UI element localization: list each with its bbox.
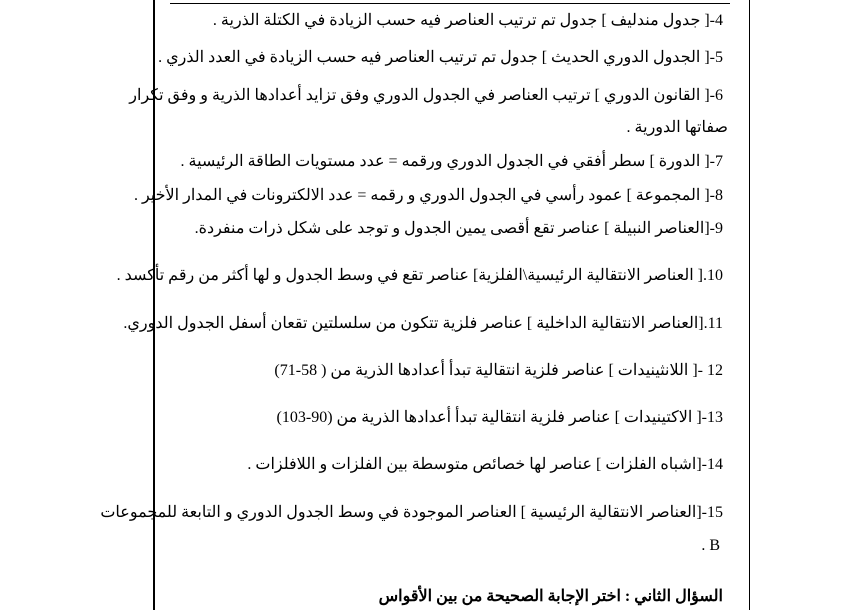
definition-7: 7-[ الدورة ] سطر أفقي في الجدول الدوري ورقمه = عدد مستويات الطاقة الرئيسية . <box>180 153 723 170</box>
second-question-title: السؤال الثاني : اختر الإجابة الصحيحة من بين الأقواس <box>378 588 723 605</box>
definition-6: 6-[ القانون الدوري ] ترتيب العناصر في الجدول الدوري وفق تزايد أعدادها الذرية و وفق تكرار <box>129 87 723 104</box>
definition-12: 12 -[ اللانثينيدات ] عناصر فلزية انتقالية تبدأ أعدادها الذرية من ( 58-71) <box>274 362 723 379</box>
definition-9: 9-[العناصر النبيلة ] عناصر تقع أقصى يمين الجدول و توجد على شكل ذرات منفردة. <box>194 220 723 237</box>
definition-6-continuation: صفاتها الدورية . <box>626 119 728 136</box>
definition-15: 15-[العناصر الانتقالية الرئيسية ] العناصر الموجودة في وسط الجدول الدوري و التابعة للمجموعات <box>100 504 723 521</box>
definition-4: 4-[ جدول مندليف ] جدول تم ترتيب العناصر فيه حسب الزيادة في الكتلة الذرية . <box>212 12 723 29</box>
top-clipped-line <box>170 0 730 4</box>
definition-14: 14-[اشباه الفلزات ] عناصر لها خصائص متوسطة بين الفلزات و اللافلزات . <box>247 456 723 473</box>
definition-15-continuation: B . <box>701 537 720 554</box>
definition-11: 11.[العناصر الانتقالية الداخلية ] عناصر فلزية تتكون من سلسلتين تقعان أسفل الجدول الدوري. <box>123 315 723 332</box>
definition-13: 13-[ الاكتينيدات ] عناصر فلزية انتقالية تبدأ أعدادها الذرية من (90-103) <box>276 409 723 426</box>
definition-8: 8-[ المجموعة ] عمود رأسي في الجدول الدوري و رقمه = عدد الالكترونات في المدار الأخير . <box>133 187 723 204</box>
page-border-right <box>749 0 750 610</box>
definition-10: 10.[ العناصر الانتقالية الرئيسية\الفلزية] عناصر تقع في وسط الجدول و لها أكثر من رقم تأكسد . <box>116 267 723 284</box>
definition-5: 5-[ الجدول الدوري الحديث ] جدول تم ترتيب العناصر فيه حسب الزيادة في العدد الذري . <box>158 49 723 66</box>
